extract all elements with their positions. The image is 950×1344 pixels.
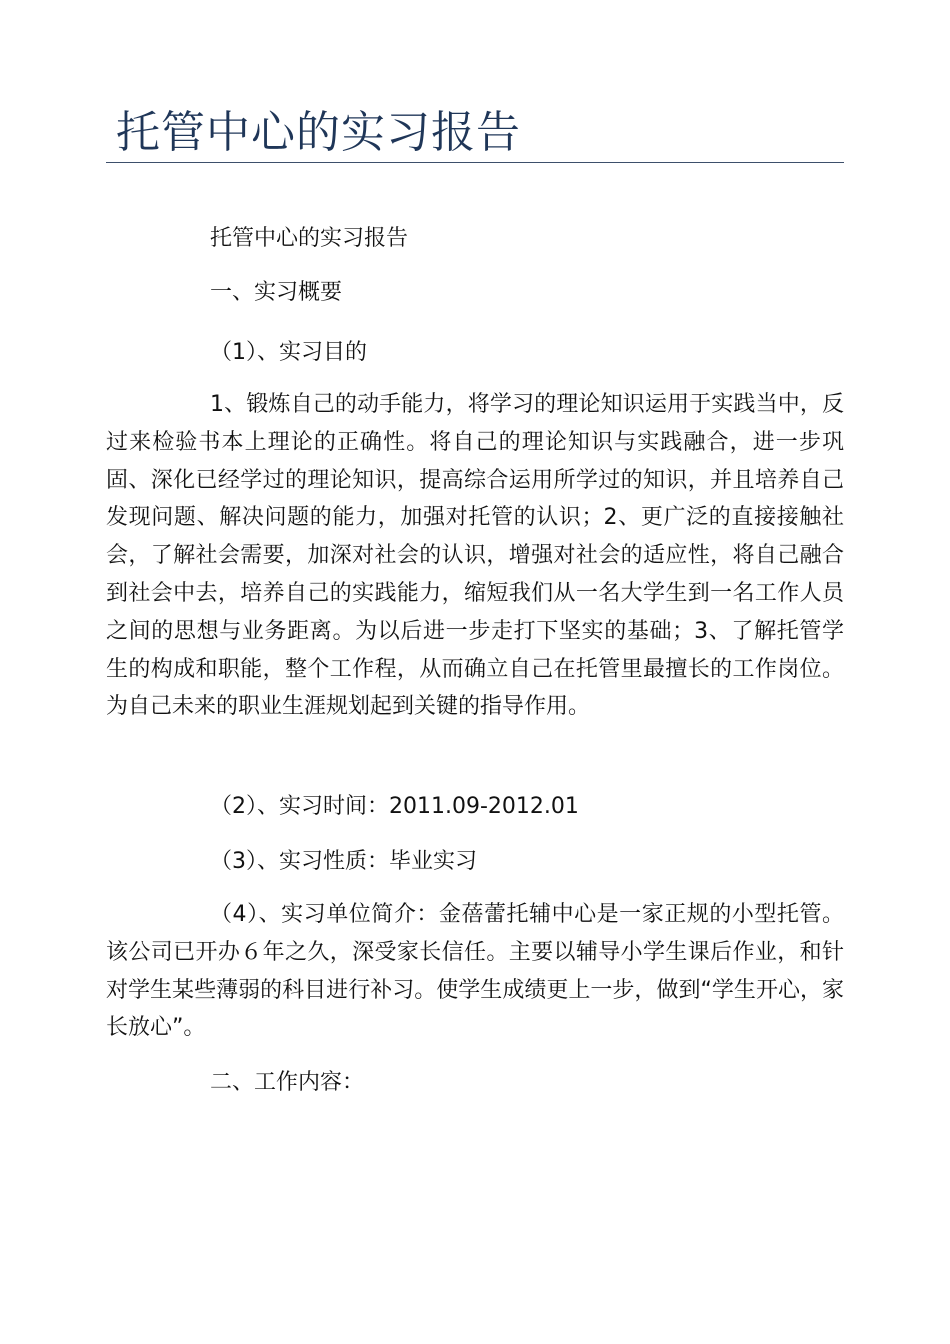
item-4-paragraph: （4）、实习单位简介：金蓓蕾托辅中心是一家正规的小型托管。该公司已开办６年之久，深受家长信任。主要以辅导小学生课后作业，和针对学生某些薄弱的科目进行补习。使学生成绩更上一步，做到“学生开心，家长放心”。 <box>106 902 844 1041</box>
item-2-line: （2）、实习时间：2011.09-2012.01 <box>210 794 579 819</box>
section-1-heading: 一、实习概要 <box>210 280 343 305</box>
document-title: 托管中心的实习报告 <box>116 107 521 158</box>
item-3-line: （3）、实习性质：毕业实习 <box>210 849 477 874</box>
item-1-heading: （1）、实习目的 <box>210 340 367 365</box>
document-subtitle: 托管中心的实习报告 <box>210 226 409 251</box>
title-underline <box>106 162 844 163</box>
item-1-paragraph: 1、锻炼自己的动手能力，将学习的理论知识运用于实践当中，反过来检验书本上理论的正确性。将自己的理论知识与实践融合，进一步巩固、深化已经学过的理论知识，提高综合运用所学过的知识，并且培养自己发现问题、解决问题的能力，加强对托管的认识；2、更广泛的直接接触社会，了解社会需要，加深对社会的认识，增强对社会的适应性，将自己融合到社会中去，培养自己的实践能力，缩短我们从一名大学生到一名工作人员之间的思想与业务距离。为以后进一步走打下坚实的基础；3、了解托管学生的构成和职能，整个工作程，从而确立自己在托管里最擅长的工作岗位。为自己未来的职业生涯规划起到关键的指导作用。 <box>106 392 844 720</box>
section-2-heading: 二、工作内容： <box>210 1070 365 1095</box>
